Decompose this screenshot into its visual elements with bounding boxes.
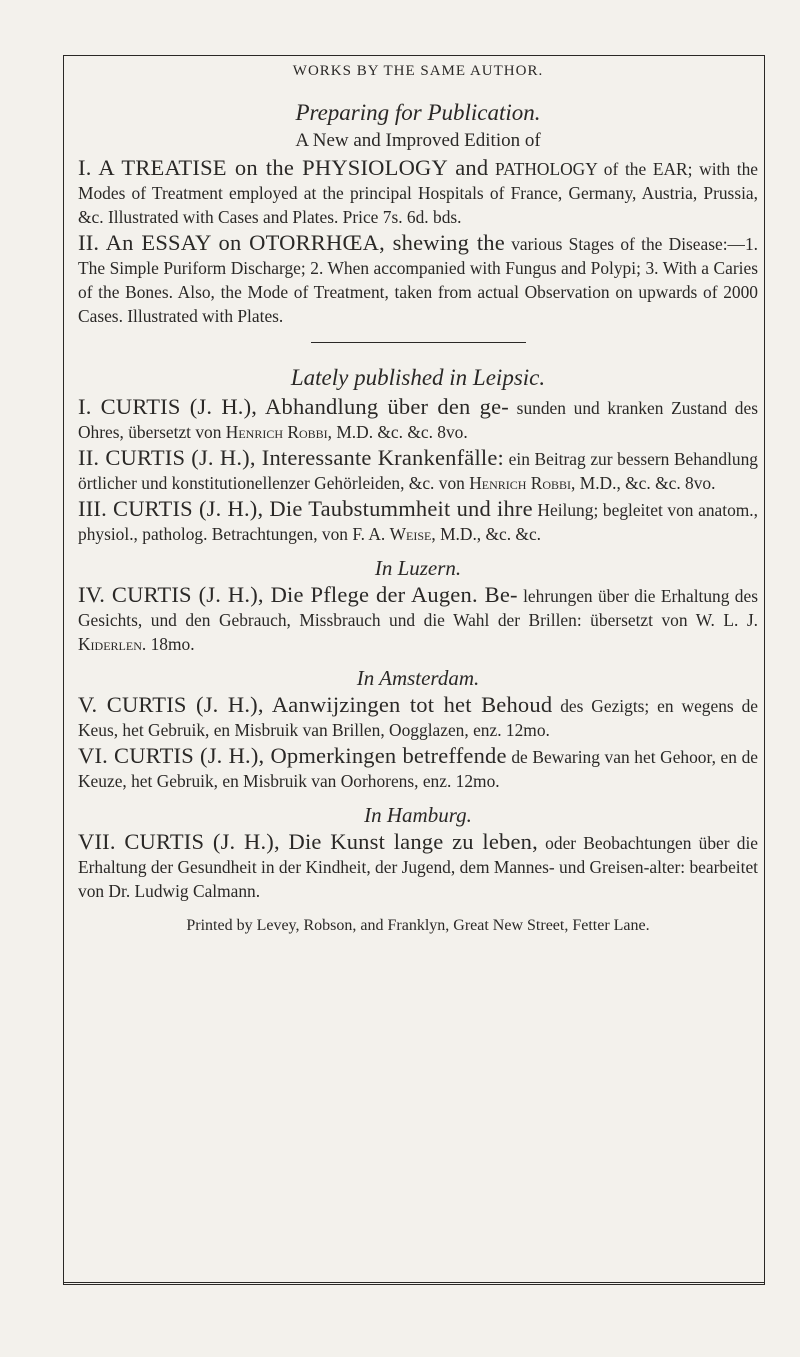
entry-lead: II. An ESSAY on OTORRHŒA, shewing the bbox=[78, 230, 505, 255]
entry-name-smallcaps: Henrich Robbi bbox=[469, 473, 572, 493]
entry-treatise bbox=[78, 156, 758, 229]
entry-body: des Gezigts; en wegens de Keus, het Gebruik, en Misbruik van Brillen, Oogglazen, enz. 12mo. bbox=[78, 696, 758, 740]
entry-krankenfaelle bbox=[78, 446, 758, 495]
entry-abhandlung bbox=[78, 395, 758, 444]
entry-lead: III. CURTIS (J. H.), Die Taubstummheit und ihre bbox=[78, 496, 533, 521]
entry-tail: , M.D., &c. &c. bbox=[431, 524, 542, 544]
entry-lead: I. CURTIS (J. H.), Abhandlung über den ge- bbox=[78, 394, 509, 419]
entry-tail: , M.D. &c. &c. 8vo. bbox=[327, 422, 468, 442]
entry-body: various Stages of the Disease:—1. The Simple Puriform Discharge; 2. When accompanied with Fungus and Polypi; 3. With a Caries of the Bones. Also, the Mode of Treatment, taken from actual Observation on upwards of 2000 Cases. Illustrated with Plates. bbox=[78, 234, 758, 326]
entry-lead: I. A TREATISE on the PHYSIOLOGY and bbox=[78, 155, 489, 180]
entry-body: PATHOLOGY of the EAR; with the Modes of Treatment employed at the principal Hospitals of France, Germany, Austria, Prussia, &c. Illustrated with Cases and Plates. Price 7s. 6d. bds. bbox=[78, 159, 758, 227]
entry-pflege-augen bbox=[78, 583, 758, 656]
section-heading-leipsic: Lately published in Leipsic. bbox=[290, 365, 546, 390]
entry-body: de Bewaring van het Gehoor, en de Keuze, het Gebruik, en Misbruik van Oorhorens, enz. 12mo. bbox=[78, 747, 758, 791]
entry-lead: IV. CURTIS (J. H.), Die Pflege der Augen. Be- bbox=[78, 582, 518, 607]
place-heading-hamburg: In Hamburg. bbox=[364, 803, 472, 827]
entry-lead: II. CURTIS (J. H.), Interessante Krankenfälle: bbox=[78, 445, 504, 470]
place-heading-luzern: In Luzern. bbox=[374, 556, 462, 580]
running-head: WORKS BY THE SAME AUTHOR. bbox=[292, 63, 544, 79]
section-divider bbox=[311, 342, 526, 343]
place-heading-amsterdam: In Amsterdam. bbox=[356, 666, 480, 690]
entry-name-smallcaps: Weise bbox=[389, 524, 432, 544]
entry-body: ein Beitrag zur bessern Behandlung örtlicher und konstitutionellenzer Gehörleiden, &c. von bbox=[78, 449, 758, 493]
edition-subheading: A New and Improved Edition of bbox=[295, 130, 541, 151]
entry-taubstummheit bbox=[78, 497, 758, 546]
printer-imprint: Printed by Levey, Robson, and Franklyn, Great New Street, Fetter Lane. bbox=[186, 917, 650, 934]
entry-lead: V. CURTIS (J. H.), Aanwijzingen tot het Behoud bbox=[78, 692, 553, 717]
entry-body: Heilung; begleitet von anatom., physiol., patholog. Betrachtungen, von F. A. bbox=[78, 500, 758, 544]
entry-name-smallcaps: Henrich Robbi bbox=[225, 422, 328, 442]
entry-opmerkingen bbox=[78, 744, 758, 793]
entry-tail: , M.D., &c. &c. 8vo. bbox=[571, 473, 716, 493]
entry-essay bbox=[78, 231, 758, 328]
entry-aanwijzingen bbox=[78, 693, 758, 742]
entry-tail: . 18mo. bbox=[141, 634, 195, 654]
bottom-rule bbox=[63, 1282, 765, 1283]
entry-lead: VII. CURTIS (J. H.), Die Kunst lange zu leben, bbox=[78, 829, 538, 854]
entry-name-smallcaps: Kiderlen bbox=[78, 634, 142, 654]
entry-lead: VI. CURTIS (J. H.), Opmerkingen betreffende bbox=[78, 743, 507, 768]
entry-kunst-leben bbox=[78, 830, 758, 903]
entry-body: lehrungen über die Erhaltung des Gesichts, und den Gebrauch, Missbrauch und die Wahl der Brillen: übersetzt von W. L. J. bbox=[78, 586, 758, 630]
section-heading-preparing: Preparing for Publication. bbox=[295, 100, 541, 125]
entry-body: oder Beobachtungen über die Erhaltung der Gesundheit in der Kindheit, der Jugend, dem Mannes- und Greisen-alter: bearbeitet von Dr. Ludwig Calmann. bbox=[78, 833, 758, 901]
advertisement-page bbox=[78, 63, 758, 935]
entry-body: sunden und kranken Zustand des Ohres, übersetzt von bbox=[78, 398, 758, 442]
